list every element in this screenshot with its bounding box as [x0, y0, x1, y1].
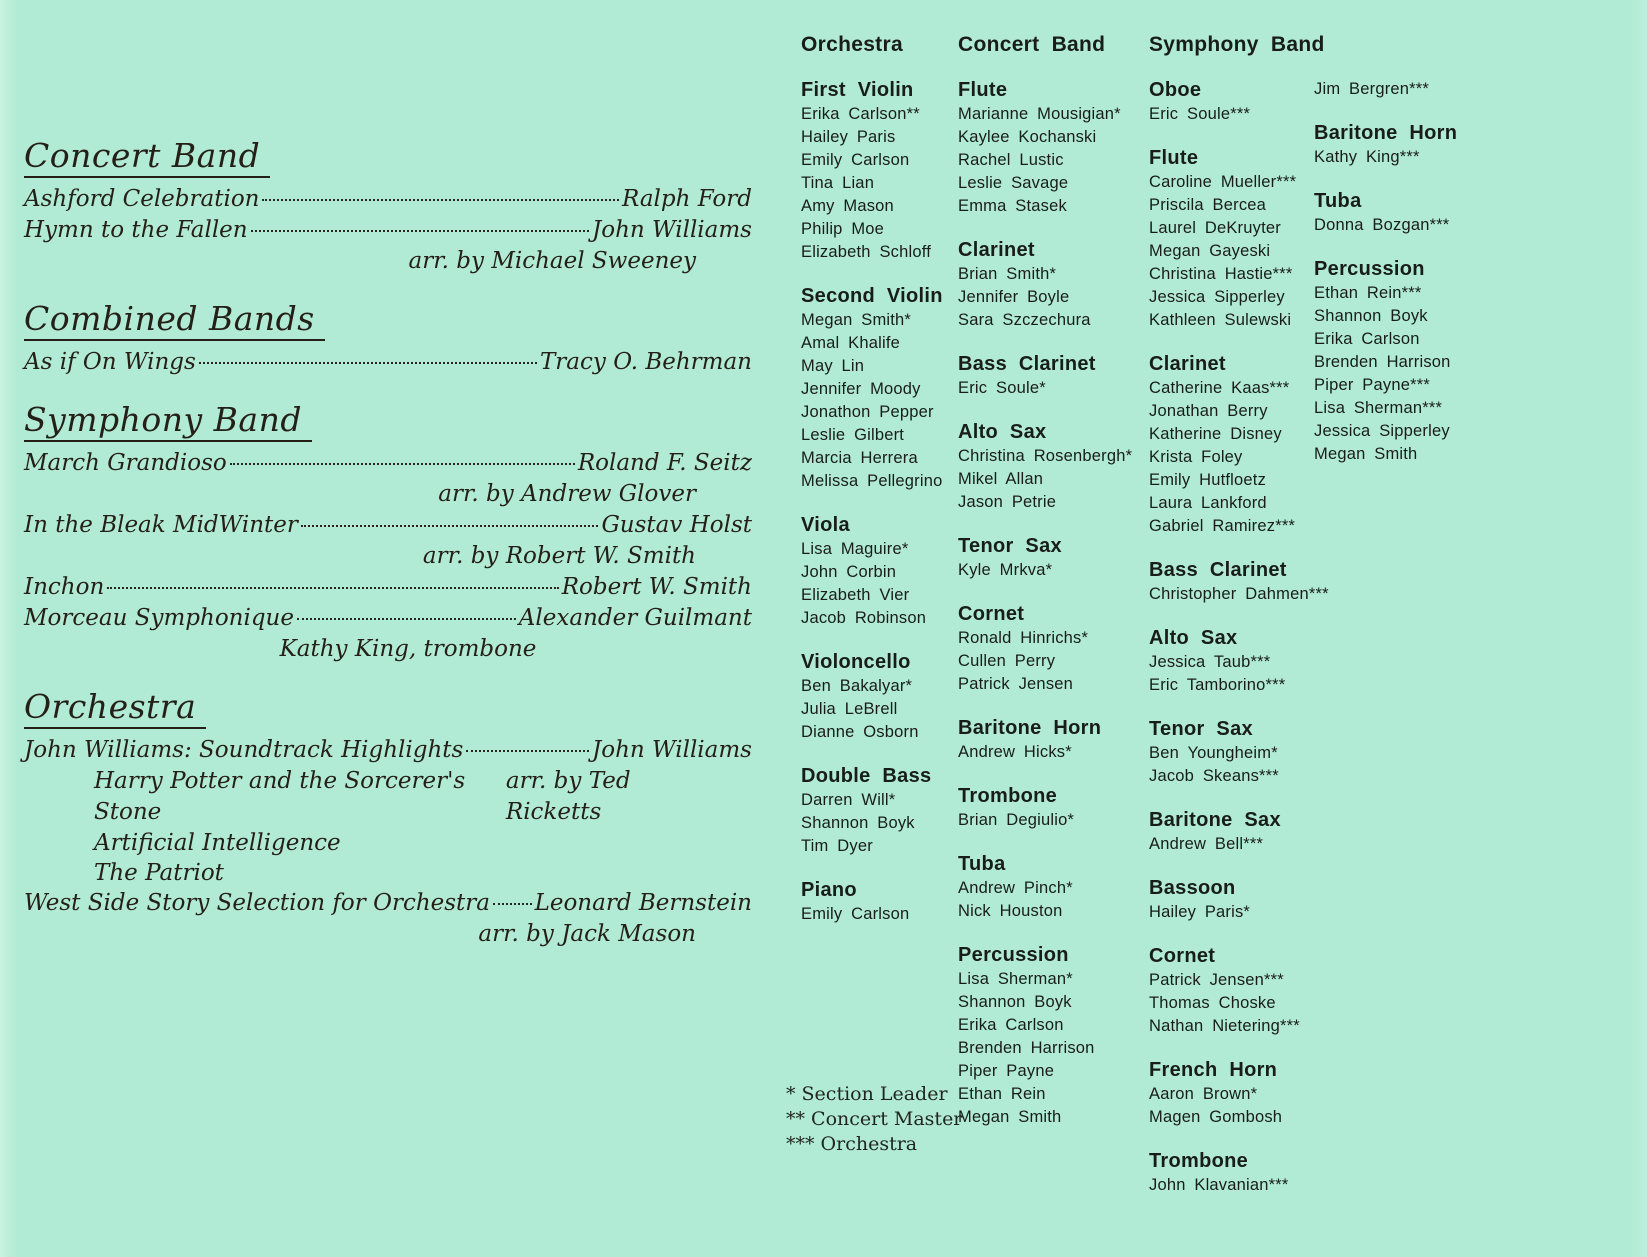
- musician-name: Marcia Herrera: [801, 449, 918, 467]
- musician-name: Jennifer Boyle: [958, 288, 1070, 306]
- musician-name: Sara Szczechura: [958, 311, 1091, 329]
- musician-name: Kathleen Sulewski: [1149, 311, 1292, 329]
- musician-name: Megan Gayeski: [1149, 242, 1271, 260]
- piece-title: Ashford Celebration: [24, 186, 260, 212]
- instrument-header: Trombone: [1149, 1150, 1249, 1172]
- instrument-header: Alto Sax: [1149, 627, 1238, 649]
- instrument-header: Bass Clarinet: [958, 353, 1096, 375]
- instrument-header: Oboe: [1149, 79, 1202, 101]
- piece-composer: John Williams: [592, 217, 752, 243]
- piece-composer: Alexander Guilmant: [518, 605, 752, 631]
- piece-composer: Robert W. Smith: [561, 574, 752, 600]
- musician-name: Jason Petrie: [958, 493, 1057, 511]
- instrument-header: Viola: [801, 514, 850, 536]
- personnel-section: [1149, 717, 1329, 788]
- personnel-section: [801, 284, 943, 493]
- musician-name: Leslie Savage: [958, 174, 1069, 192]
- musician-name: Andrew Bell***: [1149, 835, 1264, 853]
- instrument-header: Baritone Horn: [1314, 122, 1458, 144]
- musician-name: Ethan Rein***: [1314, 284, 1422, 302]
- musician-name: Shannon Boyk: [958, 993, 1072, 1011]
- musician-name: Laura Lankford: [1149, 494, 1267, 512]
- piece-composer: Ralph Ford: [621, 186, 752, 212]
- piece-arranger: arr. by Andrew Glover: [438, 481, 696, 507]
- musician-name: May Lin: [801, 357, 865, 375]
- musician-name: Jonathon Pepper: [801, 403, 934, 421]
- instrument-header: Flute: [1149, 147, 1199, 169]
- musician-name: John Klavanian***: [1149, 1176, 1289, 1194]
- instrument-header: Cornet: [958, 603, 1025, 625]
- musician-name: Krista Foley: [1149, 448, 1243, 466]
- personnel-group-header: Concert Band: [958, 33, 1106, 56]
- piece-arranger: arr. by Jack Mason: [478, 921, 696, 947]
- musician-name: Shannon Boyk: [801, 814, 915, 832]
- musician-name: Megan Smith: [1314, 445, 1418, 463]
- musician-name: Megan Smith*: [801, 311, 912, 329]
- musician-name: Jennifer Moody: [801, 380, 921, 398]
- musician-name: Jessica Sipperley: [1149, 288, 1285, 306]
- musician-name: Kyle Mrkva*: [958, 561, 1053, 579]
- musician-name: Kathy King***: [1314, 148, 1420, 166]
- footnote: *** Orchestra: [786, 1133, 918, 1155]
- musician-name: Gabriel Ramirez***: [1149, 517, 1296, 535]
- instrument-header: Percussion: [958, 944, 1069, 966]
- piece-arranger: arr. by Ted Ricketts: [505, 768, 631, 825]
- piece-title: Inchon: [24, 574, 105, 600]
- musician-name: Erika Carlson: [1314, 330, 1420, 348]
- personnel-section: [958, 943, 1132, 1129]
- instrument-header: Tuba: [1314, 190, 1362, 212]
- musician-name: Andrew Hicks*: [958, 743, 1072, 761]
- personnel-group-header: [1314, 32, 1457, 58]
- musician-name: Piper Payne: [958, 1062, 1055, 1080]
- personnel-section: [1149, 876, 1329, 924]
- musician-name: Tina Lian: [801, 174, 875, 192]
- piece-composer: Leonard Bernstein: [534, 890, 752, 916]
- personnel-section: [1149, 626, 1329, 697]
- musician-name: Lisa Maguire*: [801, 540, 909, 558]
- personnel-section: [801, 878, 943, 926]
- musician-name: Christina Hastie***: [1149, 265, 1293, 283]
- musician-name: Melissa Pellegrino: [801, 472, 943, 490]
- personnel-section: [1149, 146, 1329, 332]
- piece-arranger: arr. by Robert W. Smith: [422, 543, 696, 569]
- instrument-header: Tenor Sax: [1149, 718, 1253, 740]
- musician-name: Nathan Nietering***: [1149, 1017, 1300, 1035]
- piece-title: West Side Story Selection for Orchestra: [24, 890, 490, 916]
- personnel-section: [958, 602, 1132, 696]
- musician-name: Tim Dyer: [801, 837, 873, 855]
- musician-name: Christopher Dahmen***: [1149, 585, 1329, 603]
- personnel-section: [801, 513, 943, 630]
- musician-name: Marianne Mousigian*: [958, 105, 1121, 123]
- program-section-title: Combined Bands: [24, 299, 325, 341]
- personnel-section: [1149, 808, 1329, 856]
- personnel-section: [1149, 352, 1329, 538]
- personnel-section: [1149, 558, 1329, 606]
- musician-name: Jessica Sipperley: [1314, 422, 1450, 440]
- musician-name: Ben Youngheim*: [1149, 744, 1278, 762]
- musician-name: Mikel Allan: [958, 470, 1044, 488]
- piece-composer: Tracy O. Behrman: [539, 349, 752, 375]
- musician-name: Priscila Bercea: [1149, 196, 1267, 214]
- instrument-header: Baritone Horn: [958, 717, 1102, 739]
- musician-name: Ronald Hinrichs*: [958, 629, 1089, 647]
- personnel-column: [958, 32, 1132, 1129]
- musician-name: Jessica Taub***: [1149, 653, 1271, 671]
- musician-name: Brian Degiulio*: [958, 811, 1075, 829]
- musician-name: Caroline Mueller***: [1149, 173, 1297, 191]
- musician-name: Thomas Choske: [1149, 994, 1276, 1012]
- musician-name: Shannon Boyk: [1314, 307, 1428, 325]
- piece-composer: Roland F. Seitz: [577, 450, 752, 476]
- instrument-header: Bass Clarinet: [1149, 559, 1287, 581]
- personnel-section: [1314, 189, 1457, 237]
- musician-name: Brenden Harrison: [1314, 353, 1451, 371]
- musician-name: Jacob Robinson: [801, 609, 927, 627]
- musician-name: Piper Payne***: [1314, 376, 1430, 394]
- piece-composer: Gustav Holst: [601, 512, 752, 538]
- musician-name: Megan Smith: [958, 1108, 1062, 1126]
- personnel-section: [1314, 78, 1457, 101]
- musician-name: Eric Soule***: [1149, 105, 1251, 123]
- personnel-section: [958, 238, 1132, 332]
- personnel-section: [1149, 944, 1329, 1038]
- piece-title: John Williams: Soundtrack Highlights: [24, 737, 464, 763]
- personnel-column: [1314, 32, 1457, 466]
- instrument-header: Piano: [801, 879, 857, 901]
- program-section-title: Orchestra: [24, 687, 206, 729]
- musician-name: Lisa Sherman*: [958, 970, 1073, 988]
- musician-name: Ben Bakalyar*: [801, 677, 913, 695]
- musician-name: Philip Moe: [801, 220, 885, 238]
- musician-name: Kaylee Kochanski: [958, 128, 1097, 146]
- personnel-section: [1149, 78, 1329, 126]
- piece-movement: Harry Potter and the Sorcerer's Stone: [94, 768, 466, 825]
- musician-name: Cullen Perry: [958, 652, 1056, 670]
- instrument-header: Cornet: [1149, 945, 1216, 967]
- musician-name: Emily Hutfloetz: [1149, 471, 1267, 489]
- piece-movement: The Patriot: [94, 860, 224, 886]
- musician-name: Hailey Paris: [801, 128, 896, 146]
- personnel-section: [1149, 1149, 1329, 1197]
- personnel-section: [801, 78, 943, 264]
- musician-name: Jim Bergren***: [1314, 80, 1430, 98]
- musician-name: Elizabeth Schloff: [801, 243, 932, 261]
- musician-name: Erika Carlson**: [801, 105, 920, 123]
- personnel-section: [958, 78, 1132, 218]
- footnote: * Section Leader: [786, 1083, 948, 1105]
- piece-title: Hymn to the Fallen: [24, 217, 248, 243]
- instrument-header: Tuba: [958, 853, 1006, 875]
- footnote: ** Concert Master: [786, 1108, 963, 1130]
- personnel-column: [1149, 32, 1329, 1197]
- personnel-section: [958, 784, 1132, 832]
- musician-name: Andrew Pinch*: [958, 879, 1073, 897]
- piece-title: In the Bleak MidWinter: [24, 512, 298, 538]
- musician-name: Elizabeth Vier: [801, 586, 910, 604]
- musician-name: Katherine Disney: [1149, 425, 1282, 443]
- musician-name: Jacob Skeans***: [1149, 767, 1279, 785]
- personnel-group-header: Orchestra: [801, 33, 903, 56]
- musician-name: Aaron Brown*: [1149, 1085, 1258, 1103]
- musician-name: Lisa Sherman***: [1314, 399, 1443, 417]
- musician-name: Nick Houston: [958, 902, 1063, 920]
- instrument-header: Percussion: [1314, 258, 1425, 280]
- musician-name: Brenden Harrison: [958, 1039, 1095, 1057]
- personnel-section: [958, 852, 1132, 923]
- instrument-header: Alto Sax: [958, 421, 1047, 443]
- personnel-group-header: Symphony Band: [1149, 33, 1325, 56]
- musician-name: Emma Stasek: [958, 197, 1067, 215]
- instrument-header: Bassoon: [1149, 877, 1236, 899]
- personnel-section: [958, 534, 1132, 582]
- piece-composer: John Williams: [592, 737, 752, 763]
- musician-name: Darren Will*: [801, 791, 896, 809]
- musician-name: Ethan Rein: [958, 1085, 1046, 1103]
- instrument-header: Double Bass: [801, 765, 932, 787]
- musician-name: Rachel Lustic: [958, 151, 1064, 169]
- personnel-section: [1314, 257, 1457, 466]
- musician-name: Christina Rosenbergh*: [958, 447, 1133, 465]
- musician-name: Patrick Jensen: [958, 675, 1074, 693]
- musician-name: Brian Smith*: [958, 265, 1057, 283]
- personnel-section: [958, 420, 1132, 514]
- musician-name: Hailey Paris*: [1149, 903, 1251, 921]
- instrument-header: French Horn: [1149, 1059, 1278, 1081]
- piece-title: March Grandioso: [24, 450, 227, 476]
- instrument-header: Flute: [958, 79, 1008, 101]
- musician-name: Amal Khalife: [801, 334, 901, 352]
- piece-title: Morceau Symphonique: [24, 605, 294, 631]
- musician-name: Leslie Gilbert: [801, 426, 905, 444]
- instrument-header: Baritone Sax: [1149, 809, 1281, 831]
- musician-name: Dianne Osborn: [801, 723, 919, 741]
- musician-name: Patrick Jensen***: [1149, 971, 1284, 989]
- musician-name: Julia LeBrell: [801, 700, 898, 718]
- footnotes: [786, 1082, 962, 1157]
- instrument-header: Second Violin: [801, 285, 943, 307]
- personnel-column: [801, 32, 943, 926]
- personnel-section: [1314, 121, 1457, 169]
- musician-name: Magen Gombosh: [1149, 1108, 1283, 1126]
- personnel-section: [958, 716, 1132, 764]
- personnel-section: [1149, 1058, 1329, 1129]
- musician-name: Eric Tamborino***: [1149, 676, 1286, 694]
- instrument-header: Tenor Sax: [958, 535, 1062, 557]
- musician-name: Laurel DeKruyter: [1149, 219, 1281, 237]
- musician-name: Donna Bozgan***: [1314, 216, 1450, 234]
- personnel-section: [801, 764, 943, 858]
- musician-name: Amy Mason: [801, 197, 894, 215]
- instrument-header: Clarinet: [1149, 353, 1226, 375]
- musician-name: Catherine Kaas***: [1149, 379, 1290, 397]
- musician-name: John Corbin: [801, 563, 897, 581]
- musician-name: Eric Soule*: [958, 379, 1046, 397]
- musician-name: Jonathan Berry: [1149, 402, 1268, 420]
- program-section-title: Concert Band: [24, 136, 270, 178]
- instrument-header: Violoncello: [801, 651, 911, 673]
- program-section-title: Symphony Band: [24, 400, 312, 442]
- musician-name: Emily Carlson: [801, 905, 910, 923]
- instrument-header: Trombone: [958, 785, 1058, 807]
- instrument-header: First Violin: [801, 79, 914, 101]
- personnel-section: [958, 352, 1132, 400]
- personnel-section: [801, 650, 943, 744]
- piece-soloist: Kathy King, trombone: [279, 636, 537, 662]
- piece-arranger: arr. by Michael Sweeney: [408, 248, 696, 274]
- musician-name: Emily Carlson: [801, 151, 910, 169]
- piece-title: As if On Wings: [24, 349, 196, 375]
- musician-name: Erika Carlson: [958, 1016, 1064, 1034]
- instrument-header: Clarinet: [958, 239, 1035, 261]
- piece-movement: Artificial Intelligence: [94, 830, 341, 856]
